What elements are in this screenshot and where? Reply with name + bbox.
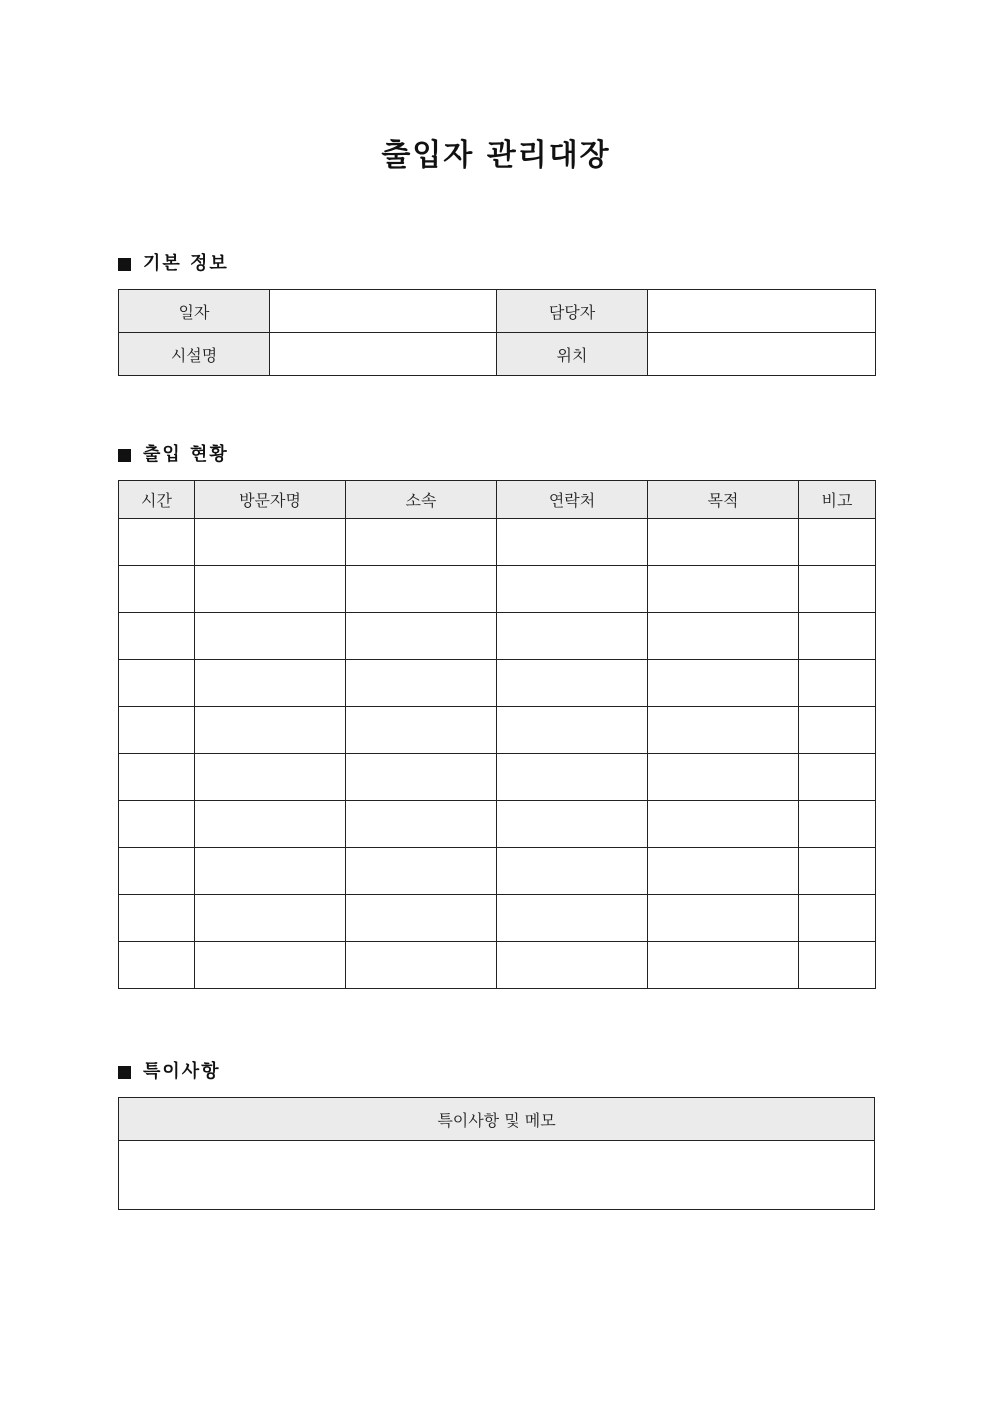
table-row — [119, 848, 876, 895]
visitor-name-cell[interactable] — [195, 566, 346, 613]
visitor-name-cell[interactable] — [195, 895, 346, 942]
manager-label: 담당자 — [497, 290, 648, 333]
facility-value-cell[interactable] — [270, 333, 497, 376]
date-label: 일자 — [119, 290, 270, 333]
affiliation-cell[interactable] — [346, 754, 497, 801]
notes-header-row — [119, 1098, 875, 1141]
contact-cell[interactable] — [497, 801, 648, 848]
time-cell[interactable] — [119, 754, 195, 801]
purpose-cell[interactable] — [648, 519, 799, 566]
time-cell[interactable] — [119, 613, 195, 660]
remarks-cell[interactable] — [799, 566, 876, 613]
contact-cell[interactable] — [497, 895, 648, 942]
purpose-cell[interactable] — [648, 660, 799, 707]
column-header-visitor-name: 방문자명 — [195, 481, 346, 519]
table-row — [119, 566, 876, 613]
remarks-cell[interactable] — [799, 801, 876, 848]
table-row — [119, 801, 876, 848]
table-row — [119, 942, 876, 989]
visitor-name-cell[interactable] — [195, 848, 346, 895]
basic-info-row — [119, 333, 876, 376]
remarks-cell[interactable] — [799, 707, 876, 754]
column-header-time: 시간 — [119, 481, 195, 519]
basic-info-row — [119, 290, 876, 333]
remarks-cell[interactable] — [799, 942, 876, 989]
basic-info-table — [118, 289, 876, 376]
purpose-cell[interactable] — [648, 566, 799, 613]
table-row — [119, 754, 876, 801]
contact-cell[interactable] — [497, 848, 648, 895]
contact-cell[interactable] — [497, 566, 648, 613]
purpose-cell[interactable] — [648, 942, 799, 989]
visitor-name-cell[interactable] — [195, 754, 346, 801]
affiliation-cell[interactable] — [346, 660, 497, 707]
table-row — [119, 519, 876, 566]
affiliation-cell[interactable] — [346, 613, 497, 660]
visitor-name-cell[interactable] — [195, 519, 346, 566]
remarks-cell[interactable] — [799, 754, 876, 801]
purpose-cell[interactable] — [648, 848, 799, 895]
affiliation-cell[interactable] — [346, 519, 497, 566]
table-row — [119, 660, 876, 707]
notes-content-row — [119, 1141, 875, 1210]
contact-cell[interactable] — [497, 519, 648, 566]
visit-table-header-row — [119, 481, 876, 519]
notes-table-header: 특이사항 및 메모 — [119, 1098, 875, 1141]
purpose-cell[interactable] — [648, 895, 799, 942]
time-cell[interactable] — [119, 801, 195, 848]
visit-status-table — [118, 480, 876, 989]
purpose-cell[interactable] — [648, 707, 799, 754]
time-cell[interactable] — [119, 566, 195, 613]
contact-cell[interactable] — [497, 613, 648, 660]
column-header-affiliation: 소속 — [346, 481, 497, 519]
purpose-cell[interactable] — [648, 801, 799, 848]
visit-status-heading-text: 출입 현황 — [143, 444, 229, 465]
table-row — [119, 707, 876, 754]
column-header-purpose: 목적 — [648, 481, 799, 519]
column-header-remarks: 비고 — [799, 481, 876, 519]
square-bullet-icon — [118, 1066, 131, 1079]
basic-info-heading-text: 기본 정보 — [143, 253, 229, 274]
table-row — [119, 895, 876, 942]
manager-value-cell[interactable] — [648, 290, 876, 333]
date-value-cell[interactable] — [270, 290, 497, 333]
time-cell[interactable] — [119, 660, 195, 707]
remarks-cell[interactable] — [799, 895, 876, 942]
notes-content-cell[interactable] — [119, 1141, 875, 1210]
remarks-cell[interactable] — [799, 660, 876, 707]
affiliation-cell[interactable] — [346, 895, 497, 942]
visitor-name-cell[interactable] — [195, 801, 346, 848]
contact-cell[interactable] — [497, 754, 648, 801]
affiliation-cell[interactable] — [346, 801, 497, 848]
purpose-cell[interactable] — [648, 613, 799, 660]
time-cell[interactable] — [119, 707, 195, 754]
location-label: 위치 — [497, 333, 648, 376]
visitor-name-cell[interactable] — [195, 942, 346, 989]
visitor-name-cell[interactable] — [195, 660, 346, 707]
contact-cell[interactable] — [497, 707, 648, 754]
square-bullet-icon — [118, 258, 131, 271]
affiliation-cell[interactable] — [346, 848, 497, 895]
notes-table — [118, 1097, 875, 1210]
affiliation-cell[interactable] — [346, 707, 497, 754]
table-row — [119, 613, 876, 660]
contact-cell[interactable] — [497, 942, 648, 989]
page-title: 출입자 관리대장 — [381, 138, 611, 173]
contact-cell[interactable] — [497, 660, 648, 707]
visit-status-heading — [118, 442, 229, 468]
remarks-cell[interactable] — [799, 519, 876, 566]
time-cell[interactable] — [119, 942, 195, 989]
facility-label: 시설명 — [119, 333, 270, 376]
purpose-cell[interactable] — [648, 754, 799, 801]
affiliation-cell[interactable] — [346, 942, 497, 989]
column-header-contact: 연락처 — [497, 481, 648, 519]
location-value-cell[interactable] — [648, 333, 876, 376]
affiliation-cell[interactable] — [346, 566, 497, 613]
visitor-name-cell[interactable] — [195, 707, 346, 754]
square-bullet-icon — [118, 449, 131, 462]
time-cell[interactable] — [119, 848, 195, 895]
remarks-cell[interactable] — [799, 848, 876, 895]
visitor-name-cell[interactable] — [195, 613, 346, 660]
remarks-cell[interactable] — [799, 613, 876, 660]
basic-info-heading — [118, 251, 229, 277]
notes-heading — [118, 1059, 221, 1085]
notes-heading-text: 특이사항 — [143, 1061, 221, 1082]
time-cell[interactable] — [119, 895, 195, 942]
time-cell[interactable] — [119, 519, 195, 566]
